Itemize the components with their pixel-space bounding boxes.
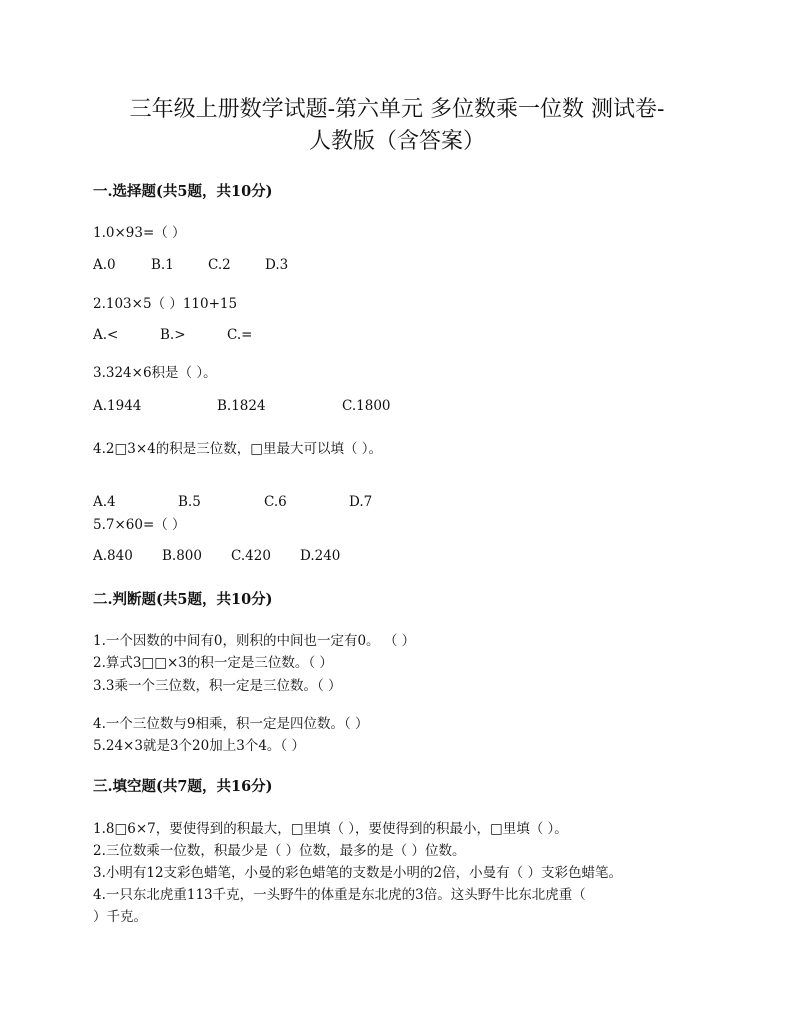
judge-item-5: 5.24×3就是3个20加上3个4。（ ） xyxy=(93,738,305,754)
q1-option-a: A.0 xyxy=(93,257,116,273)
fill-item-1: 1.8□6×7，要使得到的积最大，□里填（ ），要使得到的积最小，□里填（ ）。 xyxy=(93,821,568,837)
page-title-line-2: 人教版（含答案） xyxy=(308,129,485,154)
section-true-false-heading: 二.判断题(共5题，共10分) xyxy=(93,591,273,608)
q4-option-b: B.5 xyxy=(178,494,201,510)
fill-item-4-continued: ）千克。 xyxy=(93,909,147,925)
q2-option-c: C.= xyxy=(227,327,253,343)
question-1-stem: 1.0×93=（ ） xyxy=(93,225,186,241)
q4-option-a: A.4 xyxy=(93,494,116,510)
fill-item-3: 3.小明有12支彩色蜡笔，小曼的彩色蜡笔的支数是小明的2倍，小曼有（ ）支彩色蜡笔。 xyxy=(93,865,622,881)
question-5-stem: 5.7×60=（ ） xyxy=(93,517,186,533)
section-fill-blank-heading: 三.填空题(共7题，共16分) xyxy=(93,778,273,795)
judge-item-1: 1.一个因数的中间有0，则积的中间也一定有0。 （ ） xyxy=(93,633,416,649)
fill-item-2: 2.三位数乘一位数，积最少是（ ）位数，最多的是（ ）位数。 xyxy=(93,843,466,859)
q3-option-b: B.1824 xyxy=(217,398,266,414)
judge-item-2: 2.算式3□□×3的积一定是三位数。（ ） xyxy=(93,655,333,671)
question-4-options xyxy=(0,494,794,514)
q3-option-c: C.1800 xyxy=(342,398,391,414)
q2-option-a: A.< xyxy=(93,327,119,343)
page-title-line-1: 三年级上册数学试题-第六单元 多位数乘一位数 测试卷- xyxy=(129,97,665,122)
question-3-options xyxy=(0,398,794,418)
section-multiple-choice-heading: 一.选择题(共5题，共10分) xyxy=(93,183,273,200)
q5-option-a: A.840 xyxy=(93,548,133,564)
judge-item-4: 4.一个三位数与9相乘，积一定是四位数。（ ） xyxy=(93,716,369,732)
q5-option-d: D.240 xyxy=(300,548,341,564)
q4-option-d: D.7 xyxy=(349,494,373,510)
question-1-options xyxy=(0,257,794,277)
q1-option-d: D.3 xyxy=(265,257,289,273)
question-4-stem: 4.2□3×4的积是三位数，□里最大可以填（ ）。 xyxy=(93,441,383,457)
q1-option-c: C.2 xyxy=(208,257,231,273)
q3-option-a: A.1944 xyxy=(93,398,142,414)
q4-option-c: C.6 xyxy=(264,494,287,510)
q5-option-c: C.420 xyxy=(231,548,271,564)
fill-item-4: 4.一只东北虎重113千克，一头野牛的体重是东北虎的3倍。这头野牛比东北虎重（ xyxy=(93,887,586,903)
question-2-stem: 2.103×5（ ）110+15 xyxy=(93,296,238,312)
question-2-options xyxy=(0,327,794,347)
judge-item-3: 3.3乘一个三位数，积一定是三位数。（ ） xyxy=(93,678,342,694)
q5-option-b: B.800 xyxy=(162,548,202,564)
question-3-stem: 3.324×6积是（ ）。 xyxy=(93,365,217,381)
q1-option-b: B.1 xyxy=(151,257,174,273)
q2-option-b: B.> xyxy=(160,327,186,343)
question-5-options xyxy=(0,548,794,568)
